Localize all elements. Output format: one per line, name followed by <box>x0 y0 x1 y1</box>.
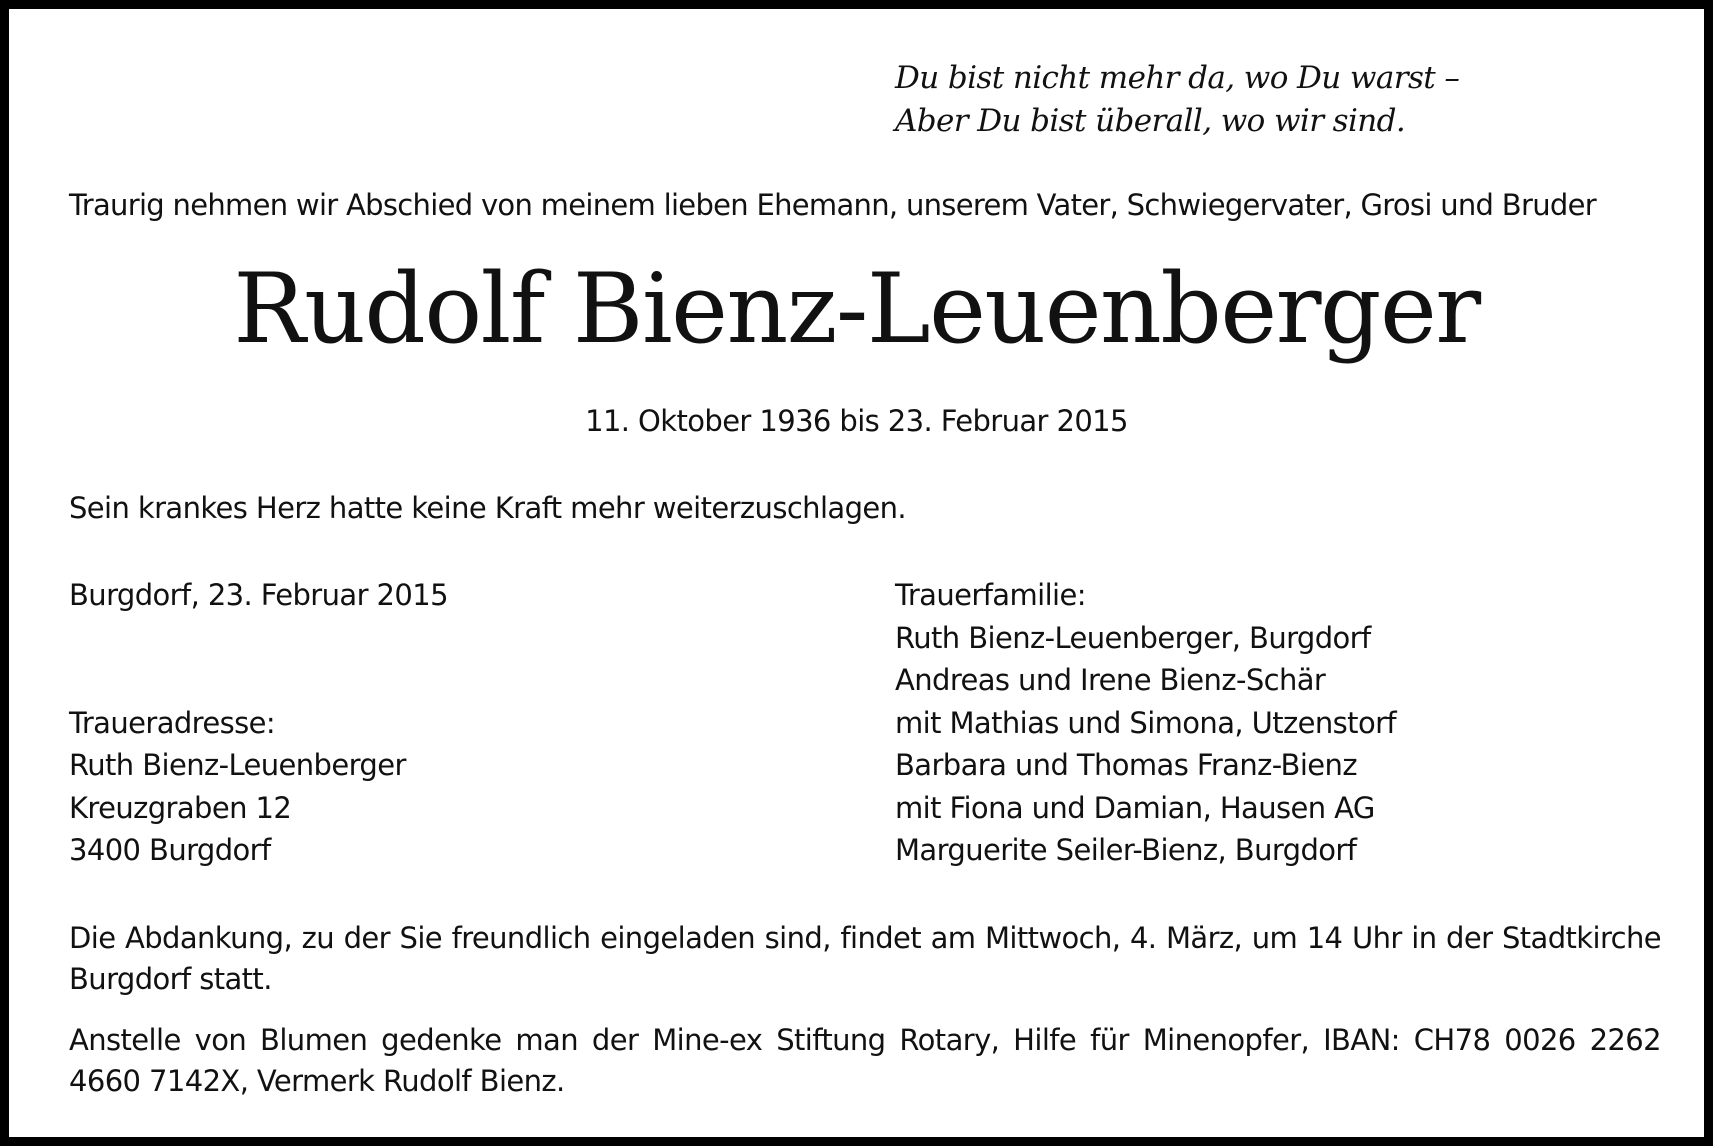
family-member: Ruth Bienz-Leuenberger, Burgdorf <box>895 620 1371 655</box>
address-line: 3400 Burgdorf <box>69 833 271 867</box>
intro-text: Traurig nehmen wir Abschied von meinem lieben Ehemann, unserem Vater, Schwiegervater, Grosi und Bruder <box>69 188 1596 222</box>
family-member: mit Fiona und Damian, Hausen AG <box>895 790 1375 825</box>
family-member: Andreas und Irene Bienz-Schär <box>895 663 1326 697</box>
life-dates: 11. Oktober 1936 bis 23. Februar 2015 <box>585 404 1128 438</box>
family-list <box>895 574 1396 872</box>
place-date: Burgdorf, 23. Februar 2015 <box>69 578 448 612</box>
address-heading: Traueradresse: <box>69 705 276 740</box>
motto-line-1: Du bist nicht mehr da, wo Du warst – <box>895 60 1460 96</box>
family-member: Marguerite Seiler-Bienz, Burgdorf <box>895 833 1357 867</box>
donation-note: Anstelle von Blumen gedenke man der Mine-ex Stiftung Rotary, Hilfe für Minenopfer, IBAN: CH78 0026 2262 4660 7142X, Vermerk Rudolf Bienz. <box>69 1023 1661 1098</box>
service-announcement: Die Abdankung, zu der Sie freundlich eingeladen sind, findet am Mittwoch, 4. März, um 14 Uhr in der Stadtkirche Burgdorf statt. <box>69 921 1661 996</box>
address-line: Kreuzgraben 12 <box>69 790 292 825</box>
motto-verse <box>895 57 1459 143</box>
deceased-name: Rudolf Bienz-Leuenberger <box>233 253 1480 365</box>
left-column <box>69 574 448 872</box>
family-heading: Trauerfamilie: <box>895 578 1086 612</box>
family-member: Barbara und Thomas Franz-Bienz <box>895 748 1357 782</box>
motto-line-2: Aber Du bist überall, wo wir sind. <box>895 103 1406 139</box>
farewell-sentence: Sein krankes Herz hatte keine Kraft mehr weiterzuschlagen. <box>69 491 907 525</box>
spacer <box>69 617 448 702</box>
address-line: Ruth Bienz-Leuenberger <box>69 748 406 782</box>
family-member: mit Mathias und Simona, Utzenstorf <box>895 705 1397 740</box>
